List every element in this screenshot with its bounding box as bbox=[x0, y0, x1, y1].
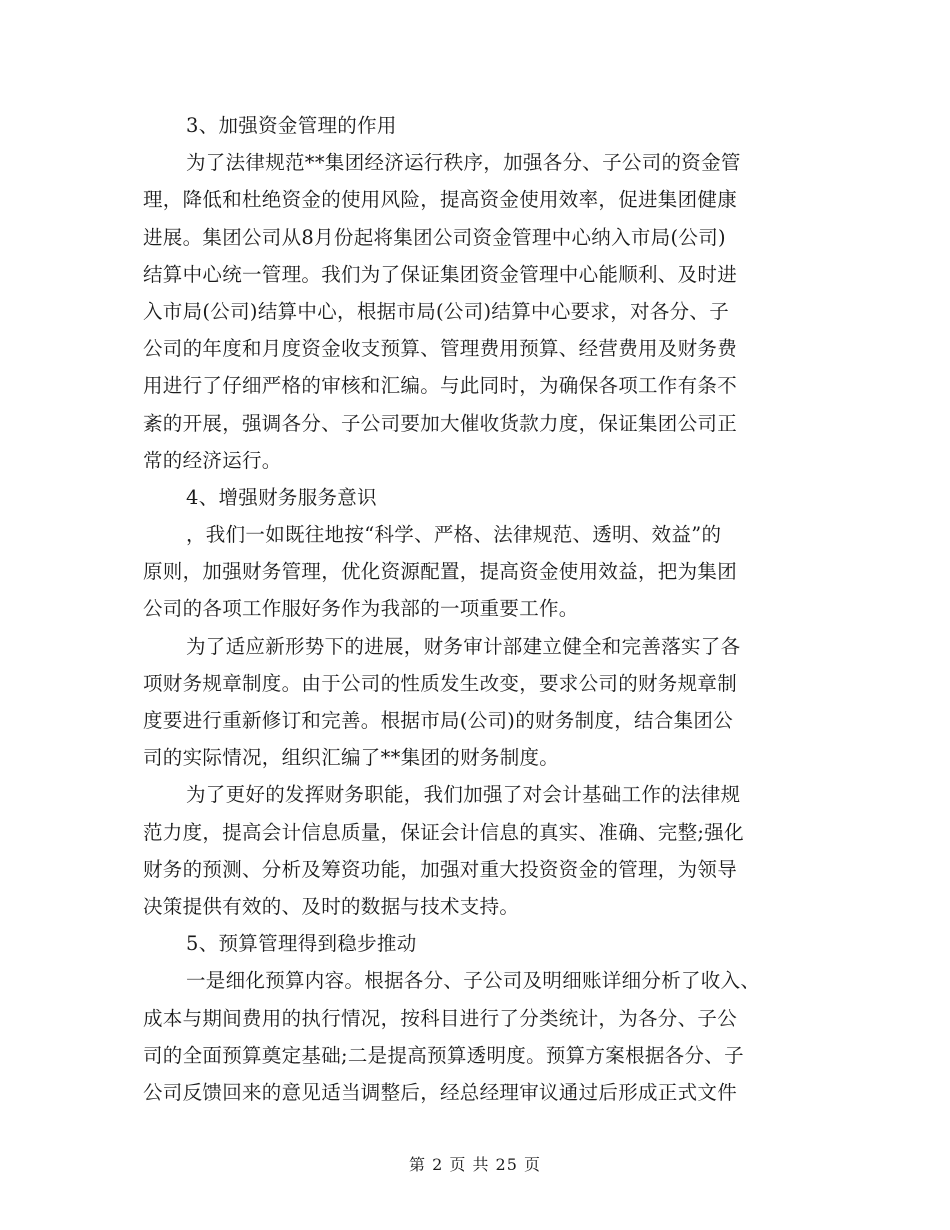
text-line: 公司反馈回来的意见适当调整后，经总经理审议通过后形成正式文件 bbox=[143, 1080, 738, 1104]
text-line: 进展。集团公司从8月份起将集团公司资金管理中心纳入市局(公司) bbox=[143, 225, 726, 249]
text-line: 入市局(公司)结算中心，根据市局(公司)结算中心要求，对各分、子 bbox=[143, 299, 730, 323]
text-line: 一是细化预算内容。根据各分、子公司及明细账详细分析了收入、 bbox=[186, 969, 761, 993]
text-line: 为了法律规范**集团经济运行秩序，加强各分、子公司的资金管 bbox=[186, 151, 741, 175]
text-line: 度要进行重新修订和完善。根据市局(公司)的财务制度，结合集团公 bbox=[143, 709, 734, 732]
text-line: 常的经济运行。 bbox=[143, 448, 282, 472]
text-line: 范力度，提高会计信息质量，保证会计信息的真实、准确、完整;强化 bbox=[143, 820, 744, 844]
page-footer: 第 2 页 共 25 页 bbox=[409, 1155, 541, 1174]
text-line: 用进行了仔细严格的审核和汇编。与此同时，为确保各项工作有条不 bbox=[143, 374, 738, 398]
text-line: 原则，加强财务管理，优化资源配置，提高资金使用效益，把为集团 bbox=[143, 560, 738, 584]
text-line: 决策提供有效的、及时的数据与技术支持。 bbox=[143, 894, 520, 918]
text-line: 为了更好的发挥财务职能，我们加强了对会计基础工作的法律规 bbox=[186, 783, 741, 807]
text-line: 司的实际情况，组织汇编了**集团的财务制度。 bbox=[143, 746, 560, 770]
text-line: 5、预算管理得到稳步推动 bbox=[186, 932, 417, 956]
text-line: 为了适应新形势下的进展，财务审计部建立健全和完善落实了各 bbox=[186, 634, 741, 658]
text-line: 财务的预测、分析及筹资功能，加强对重大投资资金的管理，为领导 bbox=[143, 857, 738, 881]
document-body bbox=[143, 107, 811, 1111]
text-line: 3、加强资金管理的作用 bbox=[186, 114, 397, 137]
text-line: 司的全面预算奠定基础;二是提高预算透明度。预算方案根据各分、子 bbox=[143, 1043, 744, 1067]
text-line: 紊的开展，强调各分、子公司要加大催收货款力度，保证集团公司正 bbox=[143, 411, 738, 435]
text-line: 公司的各项工作服好务作为我部的一项重要工作。 bbox=[143, 597, 579, 621]
text-line: ，我们一如既往地按“科学、严格、法律规范、透明、效益”的 bbox=[186, 523, 722, 547]
text-line: 成本与期间费用的执行情况，按科目进行了分类统计，为各分、子公 bbox=[143, 1006, 738, 1030]
text-line: 理，降低和杜绝资金的使用风险，提高资金使用效率，促进集团健康 bbox=[143, 188, 738, 212]
text-line: 结算中心统一管理。我们为了保证集团资金管理中心能顺利、及时进 bbox=[143, 262, 738, 286]
text-line: 项财务规章制度。由于公司的性质发生改变，要求公司的财务规章制 bbox=[143, 671, 738, 695]
text-line: 4、增强财务服务意识 bbox=[186, 485, 377, 509]
text-line: 公司的年度和月度资金收支预算、管理费用预算、经营费用及财务费 bbox=[143, 337, 738, 361]
